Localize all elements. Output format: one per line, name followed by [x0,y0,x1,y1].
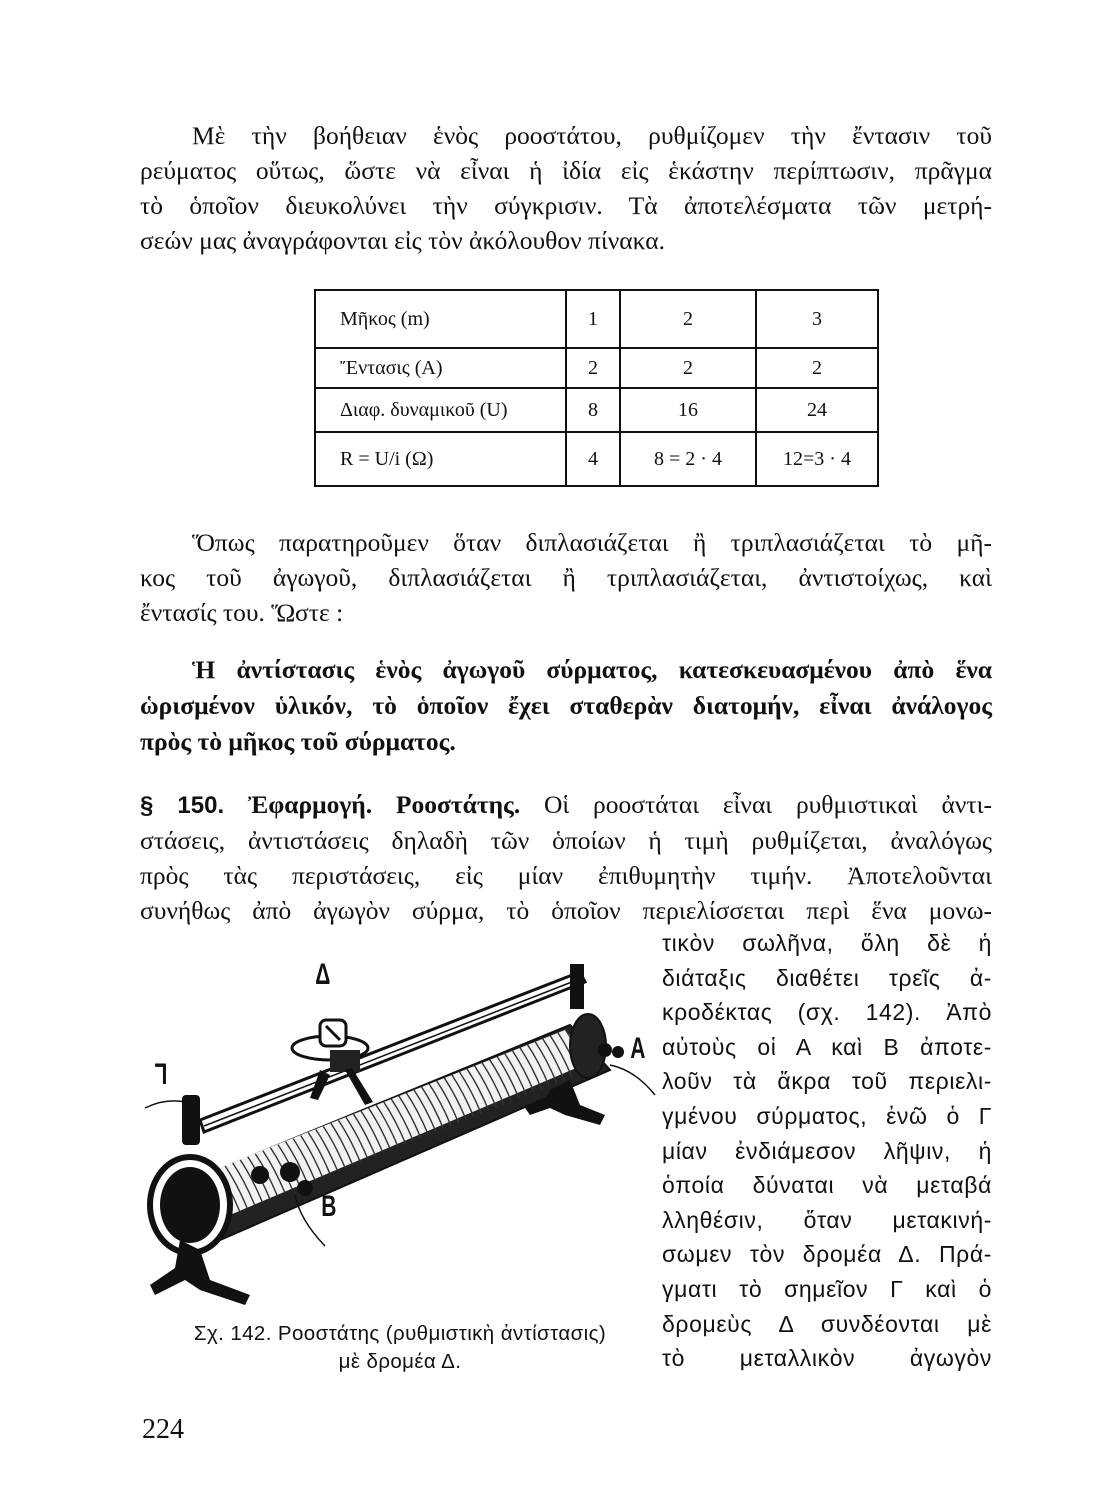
text-line: Ἡ ἀντίστασις ἑνὸς ἀγωγοῦ σύρματος, κατεσκευασμένου ἀπὸ ἕνα [192,655,992,684]
section-number: § 150. [140,792,225,819]
wrapped-text-column [662,926,992,1376]
text-line: Ὅπως παρατηροῦμεν ὅταν διπλασιάζεται ἢ τριπλασιάζεται τὸ μῆ- [192,528,992,557]
label-slider-delta: Δ [315,958,331,991]
table-row [315,388,878,432]
table-row [315,432,878,486]
text-line: τὸ μεταλλικὸν ἀγωγὸν [662,1345,992,1372]
law-statement [140,652,992,760]
end-cap-face [160,1167,220,1243]
figure-caption [140,1320,660,1376]
row-label: Διαφ. δυναμικοῦ (U) [315,388,566,432]
row-label: Ἔντασις (A) [315,348,566,388]
text-line: ἔντασίς του. Ὥστε : [140,598,344,627]
text-line: ὁποία δύναται νὰ μεταβά [662,1172,992,1199]
section-first-line [140,787,992,823]
caption-line: μὲ δρομέα Δ. [338,1350,462,1373]
text-line: τικὸν σωλῆνα, ὅλη δὲ ἡ [662,930,992,956]
text-line: μίαν ἐνδιάμεσον λῆψιν, ἡ [662,1137,992,1164]
table-cell: 3 [756,290,878,348]
table-cell: 16 [620,388,756,432]
table-cell: 1 [566,290,620,348]
table-cell: 8 [566,388,620,432]
text-line: πρὸς τὰς περιστάσεις, εἰς μίαν ἐπιθυμητὴν τιμήν. Ἀποτελοῦνται [140,861,992,890]
table-cell: 8 = 2 · 4 [620,432,756,486]
table-cell: 2 [566,348,620,388]
table-cell: 4 [566,432,620,486]
text-line: σεών μας ἀναγράφονται εἰς τὸν ἀκόλουθον πίνακα. [140,226,666,255]
text-line: λοῦν τὰ ἄκρα τοῦ περιελι- [662,1068,992,1095]
text-line: στάσεις, ἀντιστάσεις δηλαδὴ τῶν ὁποίων ἡ τιμὴ ρυθμίζεται, ἀναλόγως [140,826,992,855]
terminal-g [145,1097,198,1113]
row-label: R = U/i (Ω) [315,432,566,486]
text-line: σωμεν τὸν δρομέα Δ. Πρά- [662,1241,992,1268]
text-line: διάταξις διαθέτει τρεῖς ἀ- [662,964,992,991]
table-row [315,290,878,348]
table-cell: 2 [620,290,756,348]
text-line: αὐτοὺς οἱ Α καὶ Β ἀποτε- [662,1033,992,1060]
table-cell: 2 [620,348,756,388]
table-row [315,348,878,388]
text-line: γμένου σύρματος, ἐνῶ ὁ Γ [662,1102,992,1129]
label-terminal-b: Β [321,1190,337,1223]
intro-paragraph [140,118,992,258]
text-line: ὡρισμένον ὑλικόν, τὸ ὁποῖον ἔχει σταθερὰν διατομήν, εἶναι ἀνάλογος [140,691,992,720]
table-cell: 12=3 · 4 [756,432,878,486]
table-cell: 24 [756,388,878,432]
page-number: 224 [142,1414,184,1445]
rheostat-illustration [140,950,660,1310]
text-line: Μὲ τὴν βοήθειαν ἑνὸς ροοστάτου, ρυθμίζομεν τὴν ἔντασιν τοῦ [192,121,992,150]
text-line: πρὸς τὸ μῆκος τοῦ σύρματος. [140,727,456,756]
table-cell: 2 [756,348,878,388]
row-label: Μῆκος (m) [315,290,566,348]
text-line: λληθέσιν, ὅταν μετακινή- [662,1206,992,1233]
text-line: κροδέκτας (σχ. 142). Ἀπὸ [662,999,992,1026]
text-line: κος τοῦ ἀγωγοῦ, διπλασιάζεται ἢ τριπλασιάζεται, ἀντιστοίχως, καὶ [140,563,992,592]
label-terminal-a: Α [630,1032,646,1065]
caption-line: Σχ. 142. Ροοστάτης (ρυθμιστικὴ ἀντίστασις) [193,1322,607,1345]
section-title: Ἐφαρμογή. Ροοστάτης. [247,790,521,819]
text-line: συνήθως ἀπὸ ἀγωγὸν σύρμα, τὸ ὁποῖον περιελίσσεται περὶ ἕνα μονω- [140,896,992,925]
observation-paragraph [140,525,992,630]
text-line: γματι τὸ σημεῖον Γ καὶ ὁ [662,1275,992,1302]
text-fragment: Οἱ ροοστάται εἶναι ρυθμιστικαὶ ἀντι- [543,790,993,819]
text-line: τὸ ὁποῖον διευκολύνει τὴν σύγκρισιν. Τὰ ἀποτελέσματα τῶν μετρή- [140,191,992,220]
rheostat-figure [140,950,660,1310]
section-150 [140,787,992,928]
measurements-table [314,289,879,487]
label-terminal-g: Γ [154,1058,168,1091]
text-line: δρομεὺς Δ συνδέονται μὲ [662,1310,992,1337]
text-line: ρεύματος οὕτως, ὥστε νὰ εἶναι ἡ ἰδία εἰς ἑκάστην περίπτωσιν, πρᾶγμα [140,156,992,185]
